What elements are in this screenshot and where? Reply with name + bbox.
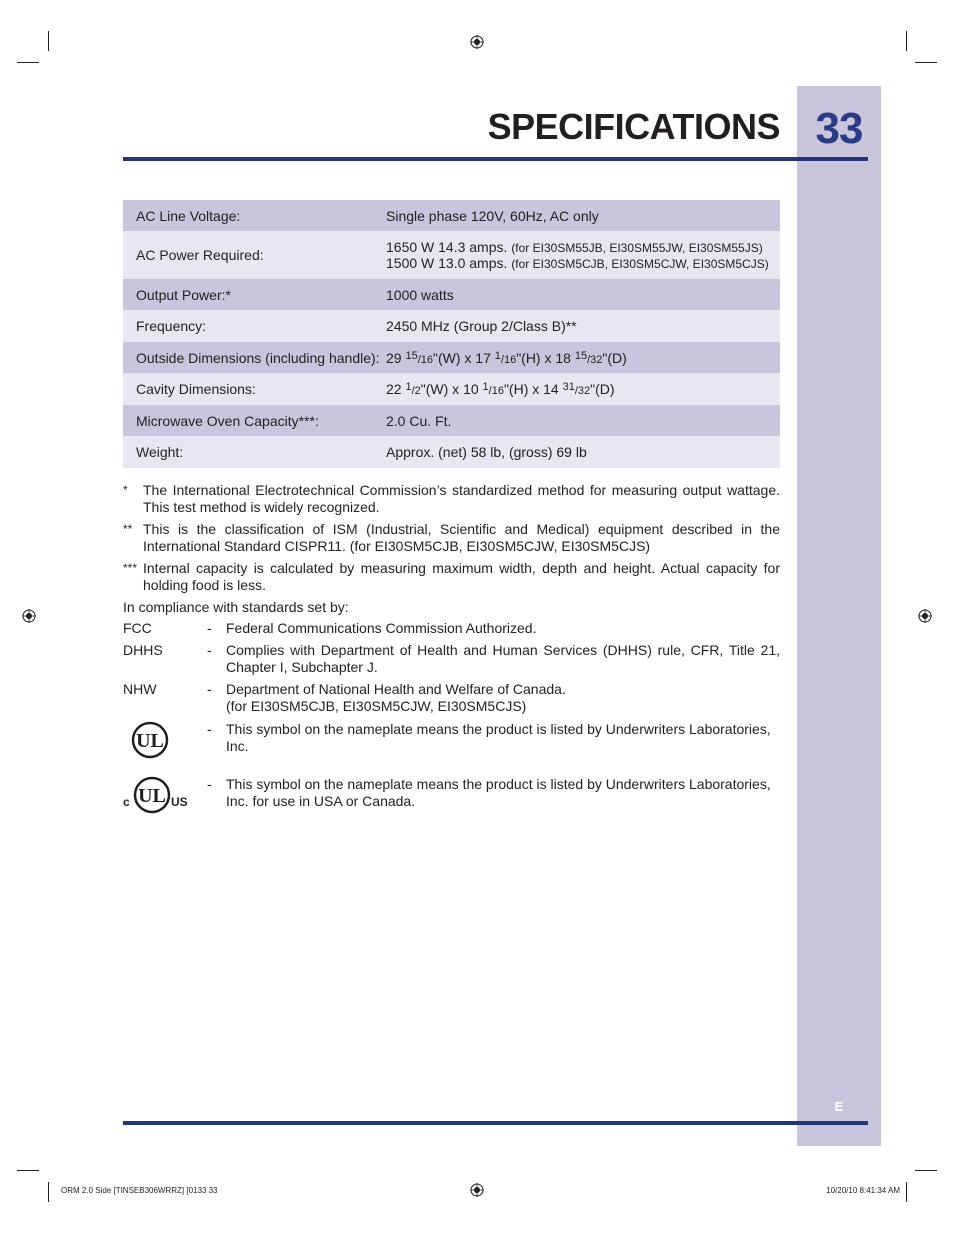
spec-value: Single phase 120V, 60Hz, AC only <box>386 207 599 224</box>
compliance-text: This symbol on the nameplate means the product is listed by Underwriters Laboratories, Inc. for use in USA or Canada. <box>226 776 771 809</box>
compliance-dash: - <box>207 642 212 658</box>
dim-text: "(W) x 17 <box>433 349 495 366</box>
compliance-text-line: Department of National Health and Welfare of Canada. <box>226 681 566 697</box>
page-number: 33 <box>815 104 863 153</box>
dim-numerator: 15 <box>405 349 418 362</box>
compliance-key: DHHS <box>123 642 163 658</box>
footnote-text: This is the classification of ISM (Industrial, Scientific and Medical) equipment described in the International Standard CISPR11. (for EI30SM5CJB, EI30SM5CJW, EI30SM5CJS) <box>143 521 780 554</box>
ul-logo-icon <box>123 721 173 761</box>
dim-numerator: 1 <box>405 381 412 393</box>
spec-value-note: (for EI30SM5CJB, EI30SM5CJW, EI30SM5CJS) <box>511 257 769 271</box>
dim-numerator: 1 <box>494 349 501 362</box>
registration-mark-icon <box>918 609 932 623</box>
compliance-text: Complies with Department of Health and Human Services (DHHS) rule, CFR, Title 21, Chapter I, Subchapter J. <box>226 642 780 675</box>
dim-denominator: /32 <box>574 385 591 397</box>
compliance-intro: In compliance with standards set by: <box>123 599 349 615</box>
dim-denominator: /16 <box>488 385 504 397</box>
compliance-dash: - <box>207 681 212 697</box>
compliance-key: FCC <box>123 620 152 636</box>
footnote-mark: * <box>123 483 128 497</box>
spec-value-line: 1650 W 14.3 amps. <box>386 239 508 255</box>
spec-value-line: 1500 W 13.0 amps. <box>386 255 508 271</box>
language-tab-letter: E <box>834 1099 844 1114</box>
spec-value: Approx. (net) 58 lb, (gross) 69 lb <box>386 444 587 460</box>
compliance-item <box>123 681 780 715</box>
crop-mark <box>915 1170 937 1171</box>
registration-mark-icon <box>470 35 484 49</box>
dim-text: "(D) <box>602 349 627 366</box>
ul-logo-text: UL <box>138 785 166 807</box>
crop-mark <box>915 62 937 63</box>
spec-value-note: (for EI30SM55JB, EI30SM55JW, EI30SM55JS) <box>511 241 763 255</box>
specifications-table <box>123 200 780 468</box>
registration-mark-icon <box>22 609 36 623</box>
table-row <box>123 373 780 405</box>
footnotes <box>123 482 780 599</box>
spec-label: Output Power:* <box>136 286 231 303</box>
dim-denominator: /32 <box>587 353 603 366</box>
table-row <box>123 200 780 231</box>
compliance-item <box>123 620 780 637</box>
ul-listed-icon <box>123 721 207 771</box>
spec-value <box>386 239 780 271</box>
spec-label: AC Line Voltage: <box>136 207 241 224</box>
dim-denominator: /16 <box>417 353 434 366</box>
cul-us-logo-icon <box>123 776 193 816</box>
table-row <box>123 342 780 373</box>
spec-label: Frequency: <box>136 318 207 334</box>
spec-value: 2450 MHz (Group 2/Class B)** <box>386 318 577 334</box>
ul-logo-text: UL <box>136 730 164 752</box>
spec-value <box>386 381 780 397</box>
cul-us-listed-icon <box>123 776 207 816</box>
footnote <box>123 521 780 555</box>
table-row <box>123 310 780 342</box>
crop-mark <box>48 31 49 51</box>
dim-text: "(D) <box>590 381 615 397</box>
footnote-text: Internal capacity is calculated by measuring maximum width, depth and height. Actual capacity for holding food is less. <box>143 560 780 593</box>
spec-label: Cavity Dimensions: <box>136 381 256 397</box>
compliance-item <box>123 721 780 771</box>
dim-text: "(H) x 18 <box>516 349 575 366</box>
dim-text: "(H) x 14 <box>503 381 563 397</box>
crop-mark <box>906 1182 907 1202</box>
dim-text: "(W) x 10 <box>420 381 483 397</box>
compliance-item <box>123 776 780 816</box>
spec-label: Outside Dimensions (including handle): <box>136 349 380 366</box>
compliance-key: NHW <box>123 681 157 697</box>
dim-text: 29 <box>386 349 406 366</box>
page-title: SPECIFICATIONS <box>487 106 780 147</box>
compliance-item <box>123 642 780 676</box>
compliance-text: Federal Communications Commission Authorized. <box>226 620 537 636</box>
header-rule <box>123 157 868 161</box>
compliance-dash: - <box>207 776 212 792</box>
spec-label: Microwave Oven Capacity***: <box>136 412 319 429</box>
cul-prefix-text: c <box>123 795 130 809</box>
footer-slug-right: 10/20/10 8:41:34 AM <box>826 1186 900 1195</box>
crop-mark <box>17 62 39 63</box>
crop-mark <box>906 31 907 51</box>
footnote-mark: ** <box>123 522 133 536</box>
compliance-text: This symbol on the nameplate means the product is listed by Underwriters Laboratories, Inc. <box>226 721 771 754</box>
compliance-text <box>226 681 780 715</box>
cul-suffix-text: US <box>171 795 188 809</box>
compliance-section <box>123 599 780 821</box>
table-row <box>123 405 780 436</box>
footer-slug-left: ORM 2.0 Side [TINSEB306WRRZ] [0133 33 <box>61 1186 218 1195</box>
footnote-text: The International Electrotechnical Commission’s standardized method for measuring output wattage. This test method is widely recognized. <box>143 482 780 515</box>
table-row <box>123 279 780 310</box>
footnote <box>123 560 780 594</box>
table-row <box>123 231 780 279</box>
spec-value <box>386 350 780 366</box>
registration-mark-icon <box>470 1183 484 1197</box>
dim-numerator: 15 <box>574 349 588 362</box>
crop-mark <box>48 1182 49 1202</box>
compliance-dash: - <box>207 620 212 636</box>
compliance-text-line: (for EI30SM5CJB, EI30SM5CJW, EI30SM5CJS) <box>226 698 527 714</box>
dim-denominator: /2 <box>411 385 421 397</box>
spec-value: 2.0 Cu. Ft. <box>386 412 452 429</box>
footnote <box>123 482 780 516</box>
dim-text: 22 <box>386 381 406 397</box>
side-tab-band <box>797 86 881 1146</box>
table-row <box>123 436 780 468</box>
dim-numerator: 31 <box>562 381 575 393</box>
spec-label: Weight: <box>136 444 184 460</box>
footer-rule <box>123 1121 868 1125</box>
dim-denominator: /16 <box>500 353 517 366</box>
crop-mark <box>17 1170 39 1171</box>
compliance-dash: - <box>207 721 212 737</box>
spec-value: 1000 watts <box>386 286 454 303</box>
spec-label: AC Power Required: <box>136 247 264 263</box>
dim-numerator: 1 <box>482 381 489 393</box>
footnote-mark: *** <box>123 561 138 575</box>
